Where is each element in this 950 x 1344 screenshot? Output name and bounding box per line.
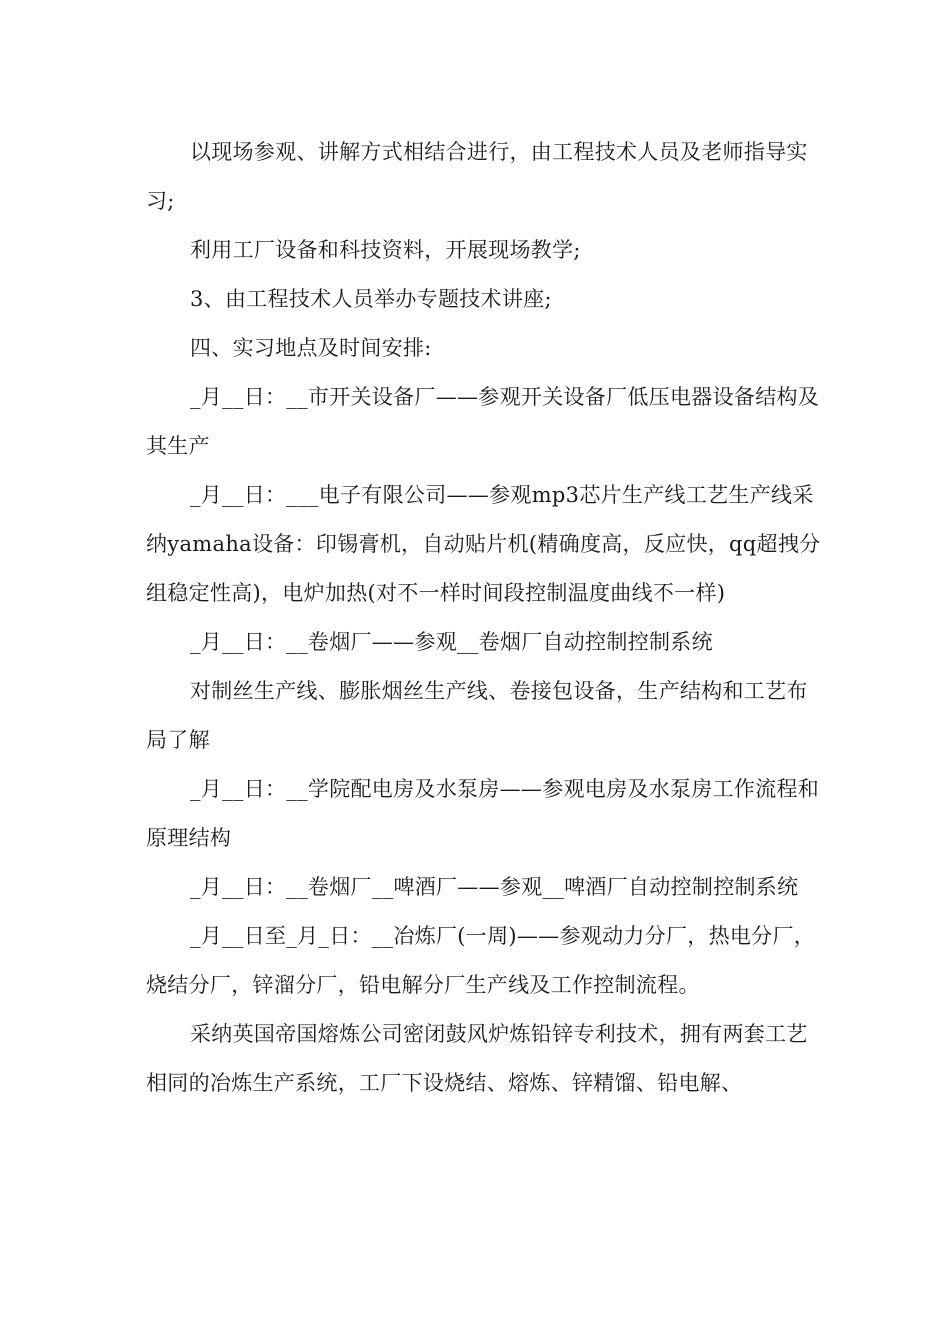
paragraph-practice-method: 以现场参观、讲解方式相结合进行，由工程技术人员及老师指导实习; xyxy=(146,140,808,213)
paragraph-tobacco-lines: 对制丝生产线、膨胀烟丝生产线、卷接包设备，生产结构和工艺布局了解 xyxy=(146,679,808,752)
paragraph-smelting-technology: 采纳英国帝国熔炼公司密闭鼓风炉炼铅锌专利技术，拥有两套工艺相同的冶炼生产系统，工厂下设烧结、熔炼、锌精馏、铅电解、 xyxy=(146,1022,808,1095)
paragraph-lectures: 3、由工程技术人员举办专题技术讲座; xyxy=(190,287,552,311)
paragraph-college-power-room: _月__日：__学院配电房及水泵房——参观电房及水泵房工作流程和原理结构 xyxy=(146,777,820,850)
paragraph-onsite-teaching: 利用工厂设备和科技资料，开展现场教学; xyxy=(190,238,581,262)
paragraph-smelter: _月__日至_月_日：__冶炼厂(一周)——参观动力分厂，热电分厂，烧结分厂，锌溜分厂，铅电解分厂生产线及工作控制流程。 xyxy=(146,924,816,997)
paragraph-cigarette-factory: _月__日：__卷烟厂——参观__卷烟厂自动控制控制系统 xyxy=(190,630,713,654)
paragraph-switchgear-factory: _月__日：__市开关设备厂——参观开关设备厂低压电器设备结构及其生产 xyxy=(146,385,820,458)
document-body xyxy=(146,128,826,1108)
paragraph-brewery: _月__日：__卷烟厂__啤酒厂——参观__啤酒厂自动控制控制系统 xyxy=(190,875,799,899)
section-heading-schedule: 四、实习地点及时间安排: xyxy=(190,336,432,360)
paragraph-electronics-company: _月__日：___电子有限公司——参观mp3芯片生产线工艺生产线采纳yamaha设备：印锡膏机，自动贴片机(精确度高，反应快，qq超拽分组稳定性高)，电炉加热(对不一样时间段控制温度曲线不一样) xyxy=(146,483,821,605)
